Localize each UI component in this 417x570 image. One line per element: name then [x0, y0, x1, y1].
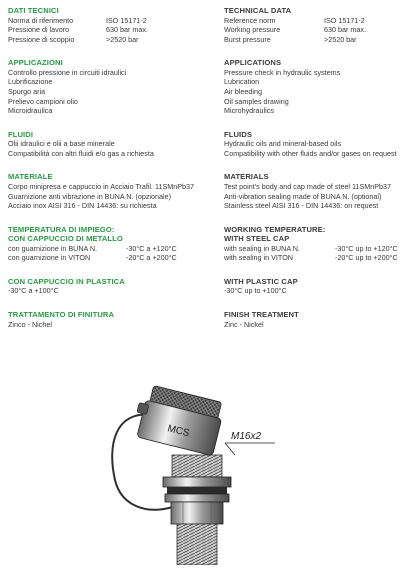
table-row: con guarnizione in BUNA N. -30°C a +120°C [8, 243, 177, 253]
test-point-drawing [75, 385, 335, 565]
en-plastic-cap-section [224, 277, 414, 296]
it-temperature-title: TEMPERATURA DI IMPIEGO: [8, 224, 115, 234]
list-item: Zinco - Nichel [8, 319, 52, 329]
italian-column [8, 6, 208, 338]
en-temperature-section [224, 225, 414, 263]
test-point-illustration [75, 385, 335, 565]
table-row: Reference norm ISO 15171-2 [224, 15, 365, 25]
table-row: Pressione di lavoro 630 bar max. [8, 25, 148, 35]
it-tech-section [8, 6, 208, 44]
it-plastic-cap-section [8, 277, 208, 296]
list-item: Microidraulica [8, 106, 53, 116]
it-finish-section [8, 310, 208, 329]
list-item: Zinc - Nickel [224, 319, 264, 329]
list-item: Test point's body and cap made of steel 11SMnPb37 [224, 181, 392, 191]
list-item: Stainless steel AISI 316 - DIN 14436: on request [224, 201, 379, 211]
table-row: with sealing in VITON -20°C up to +200°C [224, 253, 398, 263]
list-item: Anti-vibration sealing made of BUNA N. (optional) [224, 191, 382, 201]
it-tech-title: DATI TECNICI [8, 6, 59, 15]
it-plastic-cap-title: CON CAPPUCCIO IN PLASTICA [8, 276, 125, 286]
table-row: Norma di riferimento ISO 15171-2 [8, 15, 147, 25]
it-material-section [8, 172, 208, 210]
list-item: Lubrication [224, 77, 260, 87]
en-materials-title: MATERIALS [224, 172, 269, 182]
en-fluids-section [224, 130, 414, 159]
table-row: Working pressure 630 bar max. [224, 25, 366, 35]
en-finish-section [224, 310, 414, 329]
en-temperature-subtitle: WITH STEEL CAP [224, 234, 290, 244]
list-item: Controllo pressione in circuiti idraulici [8, 67, 127, 77]
list-item: Oil samples drawing [224, 96, 289, 106]
list-item: Hydraulic oils and mineral-based oils [224, 139, 342, 149]
list-item: Compatibilità con altri fluidi e/o gas a richiesta [8, 148, 154, 158]
en-plastic-cap-title: WITH PLASTIC CAP [224, 276, 298, 286]
list-item: Spurgo aria [8, 86, 46, 96]
table-row: with sealing in BUNA N. -30°C up to +120°C [224, 243, 398, 253]
list-item: Air bleeding [224, 86, 262, 96]
list-item: Microhydraulics [224, 106, 274, 116]
it-temperature-subtitle: CON CAPPUCCIO DI METALLO [8, 234, 123, 244]
thread-label: M16x2 [231, 431, 262, 442]
list-item: Guarnizione anti vibrazione in BUNA N. (opzionale) [8, 191, 171, 201]
table-row: con guarnizione in VITON -20°C a +200°C [8, 253, 177, 263]
en-finish-title: FINISH TREATMENT [224, 310, 299, 319]
en-fluids-title: FLUIDS [224, 129, 253, 139]
list-item: Olii idraulici e olii a base minerale [8, 139, 115, 149]
english-column [224, 6, 414, 338]
list-item: Prelievo campioni olio [8, 96, 78, 106]
table-row: Burst pressure >2520 bar [224, 34, 357, 44]
list-item: Pressure check in hydraulic systems [224, 67, 341, 77]
it-temperature-section [8, 225, 208, 263]
it-material-title: MATERIALE [8, 172, 53, 182]
it-fluids-section [8, 130, 208, 159]
it-finish-title: TRATTAMENTO DI FINITURA [8, 310, 115, 319]
cap-text: MCS [166, 423, 191, 440]
en-tech-section [224, 6, 414, 44]
list-item: -30°C a +100°C [8, 286, 59, 296]
it-applications-title: APPLICAZIONI [8, 58, 63, 68]
en-temperature-title: WORKING TEMPERATURE: [224, 224, 326, 234]
list-item: -30°C up to +100°C [224, 286, 287, 296]
table-row: Pressione di scoppio >2520 bar [8, 34, 139, 44]
it-fluids-title: FLUIDI [8, 129, 34, 139]
list-item: Lubrificazione [8, 77, 53, 87]
en-tech-title: TECHNICAL DATA [224, 6, 292, 15]
en-applications-title: APPLICATIONS [224, 58, 282, 68]
it-applications-section [8, 58, 208, 115]
en-materials-section [224, 172, 414, 210]
list-item: Compatibility with other fluids and/or gases on request [224, 148, 397, 158]
list-item: Corpo minipresa e cappuccio in Acciaio Trafil. 11SMnPb37 [8, 181, 195, 191]
en-applications-section [224, 58, 414, 115]
list-item: Acciaio inox AISI 316 - DIN 14436: su richiesta [8, 201, 157, 211]
